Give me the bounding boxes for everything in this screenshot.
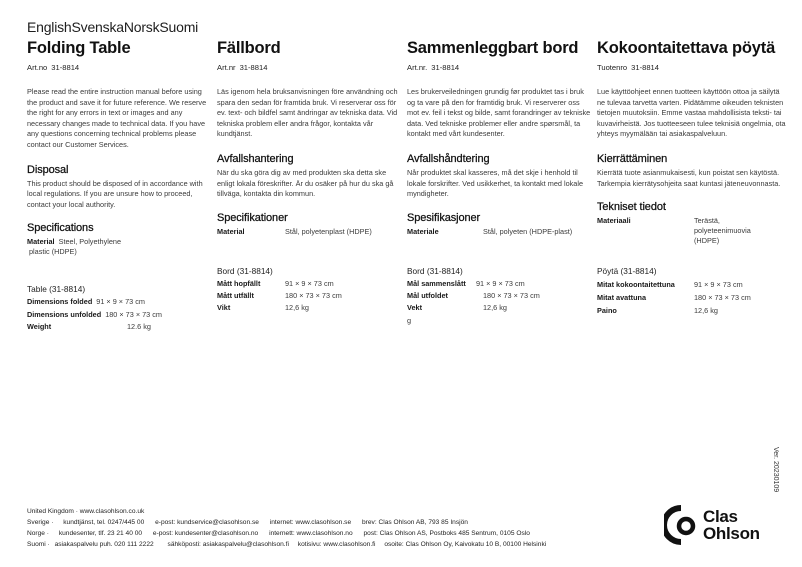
article-number [27, 63, 209, 72]
dim-row [597, 291, 787, 304]
service-phone: kundtjänst, tel. 0247/445 00 [63, 519, 145, 526]
material-row [217, 227, 399, 237]
dim-label: Vekt [407, 303, 423, 313]
dim-row [27, 321, 209, 333]
footer-uk-text: United Kingdom · www.clasohlson.co.uk [27, 508, 145, 515]
service-email[interactable]: sähköposti: asiakaspalvelu@clasohlson.fi [167, 541, 289, 548]
country: Sverige · [27, 519, 54, 526]
disposal-heading: Avfallshantering [217, 152, 294, 165]
column-english [27, 38, 209, 333]
footer-uk [27, 506, 546, 517]
language-tabs [27, 19, 198, 35]
clas-ohlson-logo-icon [664, 505, 698, 545]
dim-value: 91 × 9 × 73 cm [285, 278, 334, 288]
dim-label: Mått hopfällt [217, 278, 261, 288]
website-link[interactable]: internet: www.clasohlson.se [269, 519, 352, 526]
intro-text: Please read the entire instruction manual before using the product and save it for future reference. We reserve the right for any errors in text or images and any necessary changes made to technical data. If you have any questions concerning technical problems please contact our Customer Services. [27, 87, 207, 149]
table-title: Bord (31-8814) [217, 265, 273, 276]
website-link[interactable]: internett: www.clasohlson.no [269, 530, 353, 537]
dim-label: Mitat avattuna [597, 293, 647, 303]
material-value: Steel, Polyethylene [58, 237, 122, 247]
material-value-line3: (HDPE) [694, 236, 720, 246]
disposal-text: Kierrätä tuote asianmukaisesti, kun poistat sen käytöstä. Tarkempia kierrätysohjeita saat kuntasi jäteneuvonnasta. [597, 167, 781, 188]
stray-text [407, 315, 591, 327]
table-title: Table (31-8814) [27, 284, 86, 295]
dim-value: 180 × 73 × 73 cm [105, 309, 162, 319]
footer-sweden [27, 517, 546, 528]
tab-english[interactable]: English [27, 19, 72, 35]
footer-norway [27, 528, 546, 539]
intro-text: Les brukerveiledningen grundig før produktet tas i bruk og ta vare på den for framtidig bruk. Vi reserverer oss mot ev. feil i tekst og bilde, samt forandringer av tekniske data. Ved tekniske problemer eller andre spørsmål, ta kontakt med vårt kundesenter. [407, 87, 591, 139]
intro-text: Läs igenom hela bruksanvisningen före användning och spara den sedan för framtida bruk. Vi reserverar oss för ev. text- och bildfel samt ändringar av tekniska data. Vid tekniska problem eller andra frågor, kontakta vår kundtjänst. [217, 87, 398, 139]
artno-label: Art.no [27, 63, 48, 72]
product-title: Kokoontaitettava pöytä [597, 39, 776, 57]
dim-label: Dimensions unfolded [27, 309, 102, 319]
product-title: Fällbord [217, 39, 281, 57]
material-value: Stål, polyetenplast (HDPE) [285, 226, 372, 236]
disposal-text: This product should be disposed of in accordance with local regulations. If you are unsure how to proceed, contact your local authority. [27, 178, 203, 209]
disposal-heading: Kierrättäminen [597, 152, 668, 165]
material-value [694, 216, 751, 246]
service-phone: asiakaspalvelu puh. 020 111 2222 [54, 541, 154, 548]
product-title: Sammenleggbart bord [407, 39, 579, 57]
specifications-heading: Specifikationer [217, 211, 288, 224]
material-label: Materiale [407, 226, 439, 236]
dim-row [407, 278, 591, 290]
dim-label: Vikt [217, 303, 231, 313]
postal-address: post: Clas Ohlson AS, Postboks 485 Sentrum, 0105 Oslo [363, 530, 530, 537]
dim-row [597, 304, 787, 317]
service-email[interactable]: e-post: kundservice@clasohlson.se [155, 519, 259, 526]
tab-suomi[interactable]: Suomi [159, 19, 199, 35]
artno-label: Tuotenro [597, 63, 628, 72]
dim-label: Weight [27, 321, 52, 331]
dim-row [217, 290, 399, 302]
disposal-text: Når produktet skal kasseres, må det skje i henhold til lokale forskrifter. Ved usikkerhet, ta kontakt med lokale myndigheter. [407, 167, 584, 199]
logo-line2: Ohlson [703, 524, 760, 543]
material-row [27, 237, 209, 247]
specifications-heading: Spesifikasjoner [407, 211, 481, 224]
column-suomi [597, 38, 787, 317]
dim-row [27, 296, 209, 308]
country: Norge · [27, 530, 49, 537]
artno-value: 31-8814 [239, 63, 268, 72]
clas-ohlson-logo [664, 505, 760, 545]
material-label: Material [27, 237, 55, 247]
material-value-line2: plastic (HDPE) [29, 247, 77, 257]
dim-row [597, 278, 787, 291]
article-number [597, 63, 787, 72]
specifications-heading: Specifications [27, 222, 94, 235]
dim-value: 12,6 kg [483, 303, 507, 313]
dim-label: Mål sammenslått [407, 278, 466, 288]
postal-address: brev: Clas Ohlson AB, 793 85 Insjön [362, 519, 468, 526]
dim-value: 91 × 9 × 73 cm [694, 280, 743, 290]
material-label: Material [217, 226, 245, 236]
material-value: Stål, polyeten (HDPE-plast) [483, 226, 573, 236]
artno-value: 31-8814 [51, 63, 80, 72]
dim-label: Mått utfällt [217, 291, 254, 301]
service-phone: kundesenter, tlf. 23 21 40 00 [58, 530, 143, 537]
dim-row [407, 290, 591, 302]
dim-label: Dimensions folded [27, 297, 93, 307]
material-value-line1: Terästä, [694, 216, 720, 226]
postal-address: osoite: Clas Ohlson Oy, Kaivokatu 10 B, 00100 Helsinki [384, 541, 547, 548]
material-label: Materiaali [597, 216, 631, 226]
table-title: Bord (31-8814) [407, 265, 463, 276]
tab-norsk[interactable]: Norsk [123, 19, 160, 35]
column-svenska [217, 38, 399, 315]
dim-value: 180 × 73 × 73 cm [285, 291, 342, 301]
tab-svenska[interactable]: Svenska [71, 19, 124, 35]
material-row [407, 227, 591, 237]
service-email[interactable]: e-post: kundesenter@clasohlson.no [152, 530, 259, 537]
dim-row [217, 302, 399, 314]
artno-label: Art.nr. [407, 63, 428, 72]
logo-wordmark [703, 508, 760, 542]
column-norsk [407, 38, 591, 327]
artno-value: 31-8814 [431, 63, 460, 72]
logo-line1: Clas [703, 507, 738, 526]
dim-value: 12,6 kg [285, 303, 309, 313]
footer-finland [27, 539, 546, 550]
dim-row [217, 278, 399, 290]
website-link[interactable]: kotisivu: www.clasohlson.fi [297, 541, 376, 548]
dim-row [27, 309, 209, 321]
dim-value: 180 × 73 × 73 cm [694, 293, 751, 303]
contact-footer [27, 506, 546, 550]
dim-value: 91 × 9 × 73 cm [476, 278, 525, 288]
disposal-text: När du ska göra dig av med produkten ska detta ske enligt lokala föreskrifter. Är du osäker på hur du ska gå tillväga, kontakta din kommun. [217, 167, 394, 199]
disposal-heading: Avfallshåndtering [407, 152, 490, 165]
dim-value: 180 × 73 × 73 cm [483, 291, 540, 301]
specifications-heading: Tekniset tiedot [597, 201, 666, 214]
material-value-cont [27, 247, 209, 257]
material-row [597, 216, 787, 246]
intro-text: Lue käyttöohjeet ennen tuotteen käyttöön ottoa ja säilytä ne tulevaa tarvetta varten. Pidätämme oikeuden teknisten tietojen muutoksiin. Emme vastaa mahdollisista teksti- tai kuvavirheistä. Jos tuotteeseen tulee teknisiä ongelmia, ota yhteys myymälään tai asiakaspalveluun. [597, 87, 786, 139]
article-number [407, 63, 591, 72]
dim-value: 91 × 9 × 73 cm [96, 297, 145, 307]
dim-row [407, 302, 591, 314]
dim-value: 12.6 kg [127, 321, 151, 331]
stray-glyph: g [407, 315, 412, 325]
material-value-line2: polyeteenimuovia [694, 226, 751, 236]
artno-value: 31-8814 [631, 63, 659, 72]
dim-label: Mitat kokoontaitettuna [597, 280, 675, 290]
artno-label: Art.nr [217, 63, 236, 72]
country: Suomi · [27, 541, 50, 548]
version-label: Ver. 20230109 [772, 447, 779, 493]
disposal-heading: Disposal [27, 163, 69, 176]
dim-label: Paino [597, 306, 617, 316]
product-title: Folding Table [27, 39, 131, 57]
table-title: Pöytä (31-8814) [597, 266, 657, 277]
dim-label: Mål utfoldet [407, 291, 448, 301]
article-number [217, 63, 399, 72]
dim-value: 12,6 kg [694, 306, 718, 316]
